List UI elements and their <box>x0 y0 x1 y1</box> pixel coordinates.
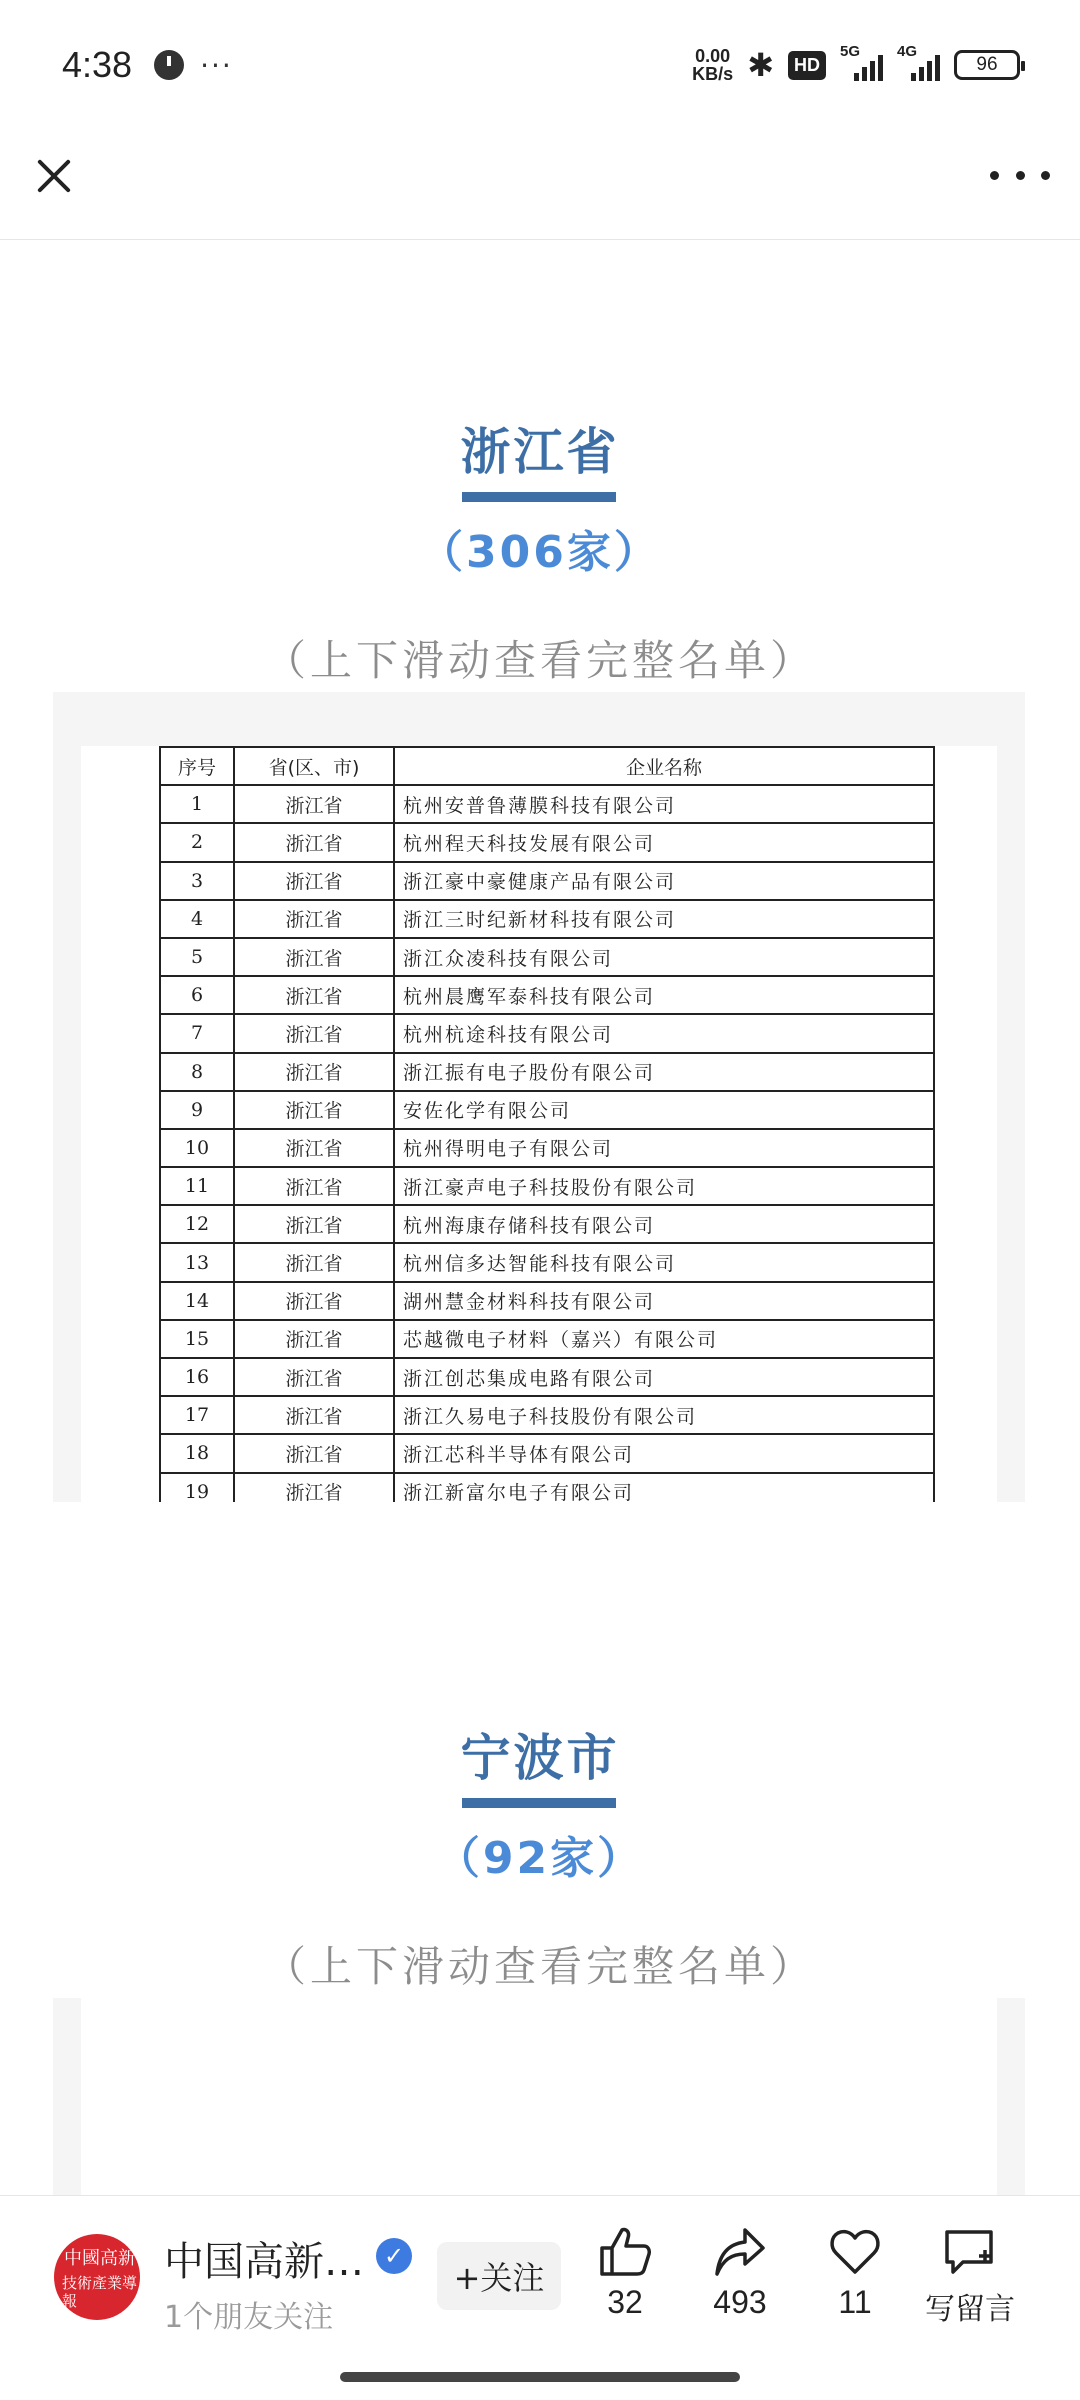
section-underline <box>462 492 616 502</box>
row-company-name: 浙江新富尔电子有限公司 <box>394 1473 934 1502</box>
row-company-name: 湖州慧金材料科技有限公司 <box>394 1282 934 1320</box>
home-indicator[interactable] <box>340 2372 740 2382</box>
section-underline <box>462 1798 616 1808</box>
row-province: 浙江省 <box>234 1282 394 1320</box>
row-number: 7 <box>160 1014 234 1052</box>
follower-info: 1个朋友关注 <box>164 2300 334 2335</box>
row-number: 3 <box>160 862 234 900</box>
row-company-name: 杭州海康存储科技有限公司 <box>394 1205 934 1243</box>
table-row <box>160 1473 934 1502</box>
row-number: 8 <box>160 1053 234 1091</box>
row-province: 浙江省 <box>234 1358 394 1396</box>
row-number: 12 <box>160 1205 234 1243</box>
row-number: 10 <box>160 1129 234 1167</box>
top-nav <box>0 130 1080 240</box>
table-row <box>160 823 934 861</box>
row-company-name: 浙江芯科半导体有限公司 <box>394 1434 934 1472</box>
hd-icon: HD <box>788 51 826 80</box>
battery-icon <box>954 50 1020 80</box>
header-company-name: 企业名称 <box>394 747 934 785</box>
favorite-count: 11 <box>838 2284 872 2320</box>
table-row <box>160 1282 934 1320</box>
row-province: 浙江省 <box>234 976 394 1014</box>
row-number: 18 <box>160 1434 234 1472</box>
row-province: 浙江省 <box>234 785 394 823</box>
comment-button[interactable] <box>910 2226 1030 2328</box>
row-province: 浙江省 <box>234 1396 394 1434</box>
account-avatar[interactable]: 中國高新 技術產業導報 <box>54 2234 140 2320</box>
row-company-name: 浙江三时纪新材科技有限公司 <box>394 900 934 938</box>
row-company-name: 杭州得明电子有限公司 <box>394 1129 934 1167</box>
thumbs-up-icon <box>598 2226 652 2278</box>
row-company-name: 芯越微电子材料（嘉兴）有限公司 <box>394 1320 934 1358</box>
table-row <box>160 1053 934 1091</box>
like-count: 32 <box>607 2284 643 2320</box>
signal-4g-label: 4G <box>897 43 918 60</box>
row-company-name: 安佐化学有限公司 <box>394 1091 934 1129</box>
row-province: 浙江省 <box>234 1014 394 1052</box>
table-row <box>160 1167 934 1205</box>
row-province: 浙江省 <box>234 1167 394 1205</box>
table-row <box>160 1358 934 1396</box>
table-row <box>160 1091 934 1129</box>
ningbo-table-paper <box>81 1998 997 2195</box>
battery-level: 96 <box>976 54 998 75</box>
table-row <box>160 785 934 823</box>
network-speed-unit: KB/s <box>692 64 734 84</box>
account-name[interactable]: 中国高新… <box>164 2239 364 2285</box>
row-province: 浙江省 <box>234 938 394 976</box>
table-header-row <box>160 747 934 785</box>
heart-icon <box>828 2226 882 2278</box>
row-number: 2 <box>160 823 234 861</box>
network-speed-value: 0.00 <box>695 46 731 66</box>
scroll-hint: （上下滑动查看完整名单） <box>263 1942 816 1991</box>
table-row <box>160 1205 934 1243</box>
table-row <box>160 1129 934 1167</box>
more-icon[interactable] <box>990 160 1050 190</box>
company-table <box>159 746 935 1502</box>
row-company-name: 浙江豪声电子科技股份有限公司 <box>394 1167 934 1205</box>
row-number: 14 <box>160 1282 234 1320</box>
verified-icon: ✓ <box>376 2238 412 2274</box>
row-company-name: 杭州程天科技发展有限公司 <box>394 823 934 861</box>
table-row <box>160 976 934 1014</box>
signal-5g-label: 5G <box>840 43 861 60</box>
row-number: 1 <box>160 785 234 823</box>
share-button[interactable] <box>680 2226 800 2321</box>
favorite-button[interactable] <box>795 2226 915 2321</box>
row-company-name: 浙江振有电子股份有限公司 <box>394 1053 934 1091</box>
ningbo-table-frame[interactable] <box>53 1998 1025 2195</box>
table-row <box>160 1320 934 1358</box>
share-icon <box>713 2226 767 2278</box>
table-row <box>160 900 934 938</box>
section-count-ningbo: （92家） <box>435 1833 645 1884</box>
row-province: 浙江省 <box>234 900 394 938</box>
status-more-icon: ··· <box>200 48 233 82</box>
close-icon[interactable] <box>30 152 78 200</box>
row-number: 17 <box>160 1396 234 1434</box>
signal-5g-icon <box>840 43 883 81</box>
header-number: 序号 <box>160 747 234 785</box>
row-company-name: 浙江众凌科技有限公司 <box>394 938 934 976</box>
table-row <box>160 1434 934 1472</box>
header-province: 省(区、市) <box>234 747 394 785</box>
bottom-bar <box>0 2195 1080 2365</box>
section-title-zhejiang: 浙江省 <box>460 423 620 481</box>
row-province: 浙江省 <box>234 1091 394 1129</box>
row-province: 浙江省 <box>234 1434 394 1472</box>
share-count: 493 <box>713 2284 767 2320</box>
row-number: 5 <box>160 938 234 976</box>
row-number: 13 <box>160 1243 234 1281</box>
like-button[interactable] <box>565 2226 685 2321</box>
signal-4g-icon <box>897 43 940 81</box>
row-province: 浙江省 <box>234 1473 394 1502</box>
section-count-zhejiang: （306家） <box>419 527 661 578</box>
row-company-name: 浙江创芯集成电路有限公司 <box>394 1358 934 1396</box>
company-table-paper <box>81 746 997 1502</box>
company-table-frame[interactable] <box>53 692 1025 1502</box>
row-province: 浙江省 <box>234 823 394 861</box>
table-row <box>160 862 934 900</box>
status-indicators <box>692 43 1020 84</box>
row-company-name: 杭州杭途科技有限公司 <box>394 1014 934 1052</box>
status-bar <box>0 0 1080 130</box>
row-province: 浙江省 <box>234 1205 394 1243</box>
row-province: 浙江省 <box>234 1243 394 1281</box>
row-number: 9 <box>160 1091 234 1129</box>
row-province: 浙江省 <box>234 862 394 900</box>
row-province: 浙江省 <box>234 1320 394 1358</box>
network-speed <box>692 47 733 83</box>
row-company-name: 杭州晨鹰军泰科技有限公司 <box>394 976 934 1014</box>
table-row <box>160 1014 934 1052</box>
row-company-name: 浙江豪中豪健康产品有限公司 <box>394 862 934 900</box>
row-number: 19 <box>160 1473 234 1502</box>
row-number: 4 <box>160 900 234 938</box>
table-row <box>160 938 934 976</box>
row-province: 浙江省 <box>234 1053 394 1091</box>
row-number: 6 <box>160 976 234 1014</box>
row-company-name: 浙江久易电子科技股份有限公司 <box>394 1396 934 1434</box>
notification-icon <box>154 50 184 80</box>
row-number: 11 <box>160 1167 234 1205</box>
row-number: 15 <box>160 1320 234 1358</box>
comment-icon <box>941 2226 999 2278</box>
bluetooth-icon: ✱ <box>747 46 774 84</box>
scroll-hint: （上下滑动查看完整名单） <box>263 636 816 685</box>
row-company-name: 杭州信多达智能科技有限公司 <box>394 1243 934 1281</box>
row-province: 浙江省 <box>234 1129 394 1167</box>
table-row <box>160 1243 934 1281</box>
status-time: 4:38 <box>62 44 133 85</box>
comment-label: 写留言 <box>925 2292 1015 2327</box>
table-row <box>160 1396 934 1434</box>
row-company-name: 杭州安普鲁薄膜科技有限公司 <box>394 785 934 823</box>
section-title-ningbo: 宁波市 <box>460 1729 620 1787</box>
follow-button[interactable]: +关注 <box>437 2242 561 2310</box>
row-number: 16 <box>160 1358 234 1396</box>
